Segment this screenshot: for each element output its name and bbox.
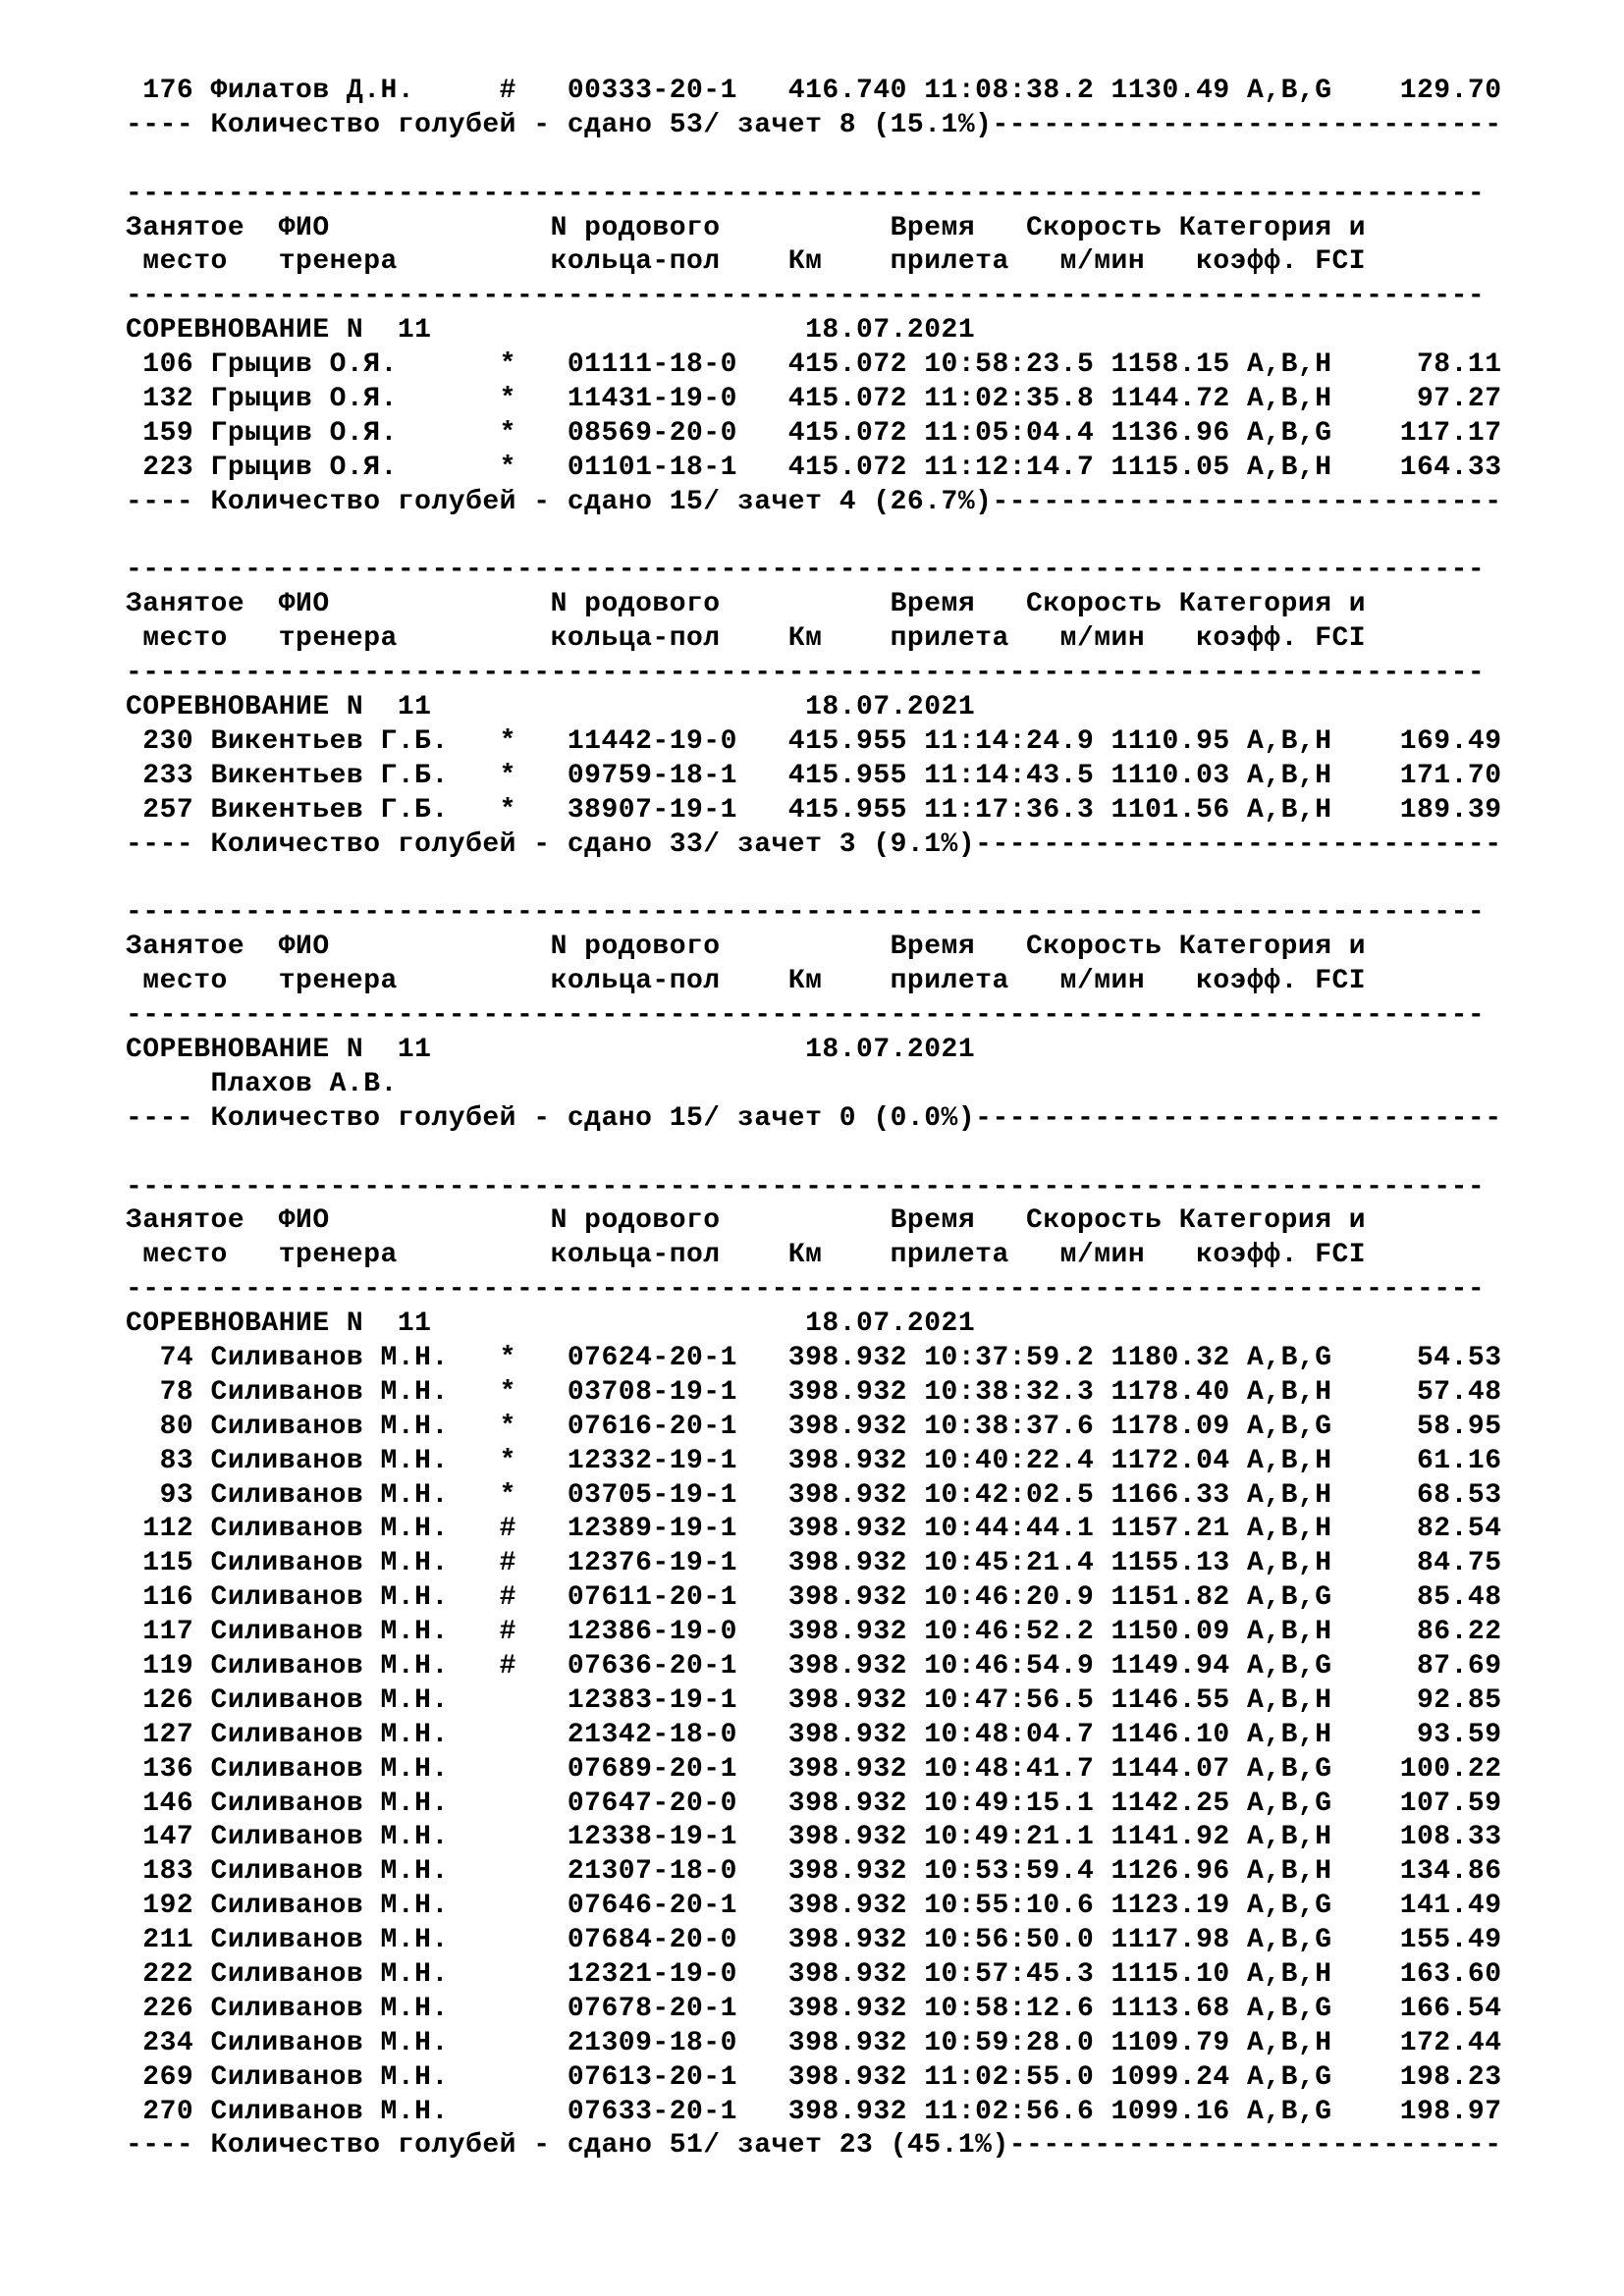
result-row: 211 Силиванов М.Н. 07684-20-0 398.932 10:56:50.0 1117.98 A,B,G 155.49 (126, 1925, 1502, 1956)
divider-line: -------------------------------------------------------------------------------- (126, 1171, 1486, 1202)
result-row: 183 Силиванов М.Н. 21307-18-0 398.932 10:53:59.4 1126.96 A,B,H 134.86 (126, 1856, 1502, 1888)
result-row: 223 Грыцив О.Я. * 01101-18-1 415.072 11:12:14.7 1115.05 A,B,H 164.33 (126, 452, 1502, 483)
divider-line: -------------------------------------------------------------------------------- (126, 897, 1486, 929)
result-row: 136 Силиванов М.Н. 07689-20-1 398.932 10:48:41.7 1144.07 A,B,G 100.22 (126, 1753, 1502, 1785)
result-row: 80 Силиванов М.Н. * 07616-20-1 398.932 10:38:37.6 1178.09 A,B,G 58.95 (126, 1411, 1502, 1442)
results-section (126, 896, 1598, 1136)
section-summary: ---- Количество голубей - сдано 15/ зачет 0 (0.0%)------------------------------- (126, 1102, 1502, 1134)
divider-line: -------------------------------------------------------------------------------- (126, 1000, 1486, 1032)
section-spacer (126, 1137, 1598, 1171)
results-section (126, 554, 1598, 862)
section-summary: ---- Количество голубей - сдано 33/ зачет 3 (9.1%)------------------------------- (126, 828, 1502, 860)
result-row: 257 Викентьев Г.Б. * 38907-19-1 415.955 11:17:36.3 1101.56 A,B,H 189.39 (126, 794, 1502, 826)
result-row: 146 Силиванов М.Н. 07647-20-0 398.932 10:49:15.1 1142.25 A,B,G 107.59 (126, 1788, 1502, 1819)
results-printout (126, 75, 1598, 2163)
column-header-line-2: место тренера кольца-пол Км прилета м/мин коэфф. FCI (126, 623, 1367, 655)
section-spacer (126, 862, 1598, 896)
result-row: 270 Силиванов М.Н. 07633-20-1 398.932 11:02:56.6 1099.16 A,B,G 198.97 (126, 2096, 1502, 2127)
result-row: 115 Силиванов М.Н. # 12376-19-1 398.932 10:45:21.4 1155.13 A,B,H 84.75 (126, 1548, 1502, 1579)
result-row: 119 Силиванов М.Н. # 07636-20-1 398.932 10:46:54.9 1149.94 A,B,G 87.69 (126, 1650, 1502, 1682)
column-header-line-2: место тренера кольца-пол Км прилета м/мин коэфф. FCI (126, 1240, 1367, 1271)
result-row: 116 Силиванов М.Н. # 07611-20-1 398.932 10:46:20.9 1151.82 A,B,G 85.48 (126, 1582, 1502, 1614)
result-row: 233 Викентьев Г.Б. * 09759-18-1 415.955 11:14:43.5 1110.03 A,B,H 171.70 (126, 760, 1502, 791)
result-row: 83 Силиванов М.Н. * 12332-19-1 398.932 10:40:22.4 1172.04 A,B,H 61.16 (126, 1445, 1502, 1476)
section-summary: ---- Количество голубей - сдано 51/ зачет 23 (45.1%)----------------------------- (126, 2130, 1502, 2162)
section-spacer (126, 143, 1598, 178)
column-header-line-1: Занятое ФИО N родового Время Скорость Категория и (126, 932, 1367, 963)
competition-title: СОРЕВНОВАНИЕ N 11 18.07.2021 (126, 692, 976, 723)
result-row: 147 Силиванов М.Н. 12338-19-1 398.932 10:49:21.1 1141.92 A,B,H 108.33 (126, 1822, 1502, 1853)
result-row: 269 Силиванов М.Н. 07613-20-1 398.932 11:02:55.0 1099.24 A,B,G 198.23 (126, 2061, 1502, 2093)
divider-line: -------------------------------------------------------------------------------- (126, 658, 1486, 689)
result-row: 176 Филатов Д.Н. # 00333-20-1 416.740 11:08:38.2 1130.49 A,B,G 129.70 (126, 76, 1502, 106)
competition-title: СОРЕВНОВАНИЕ N 11 18.07.2021 (126, 315, 976, 347)
result-row: 74 Силиванов М.Н. * 07624-20-1 398.932 10:37:59.2 1180.32 A,B,G 54.53 (126, 1342, 1502, 1373)
column-header-line-1: Занятое ФИО N родового Время Скорость Категория и (126, 212, 1367, 243)
result-row: 117 Силиванов М.Н. # 12386-19-0 398.932 10:46:52.2 1150.09 A,B,H 86.22 (126, 1617, 1502, 1648)
divider-line: -------------------------------------------------------------------------------- (126, 555, 1486, 586)
column-header-line-2: место тренера кольца-пол Км прилета м/мин коэфф. FCI (126, 966, 1367, 997)
trainer-name-row: Плахов А.В. (126, 1068, 398, 1099)
competition-title: СОРЕВНОВАНИЕ N 11 18.07.2021 (126, 1308, 976, 1340)
result-row: 192 Силиванов М.Н. 07646-20-1 398.932 10:55:10.6 1123.19 A,B,G 141.49 (126, 1891, 1502, 1922)
column-header-line-1: Занятое ФИО N родового Время Скорость Категория и (126, 589, 1367, 620)
divider-line: -------------------------------------------------------------------------------- (126, 1274, 1486, 1306)
divider-line: -------------------------------------------------------------------------------- (126, 281, 1486, 312)
result-row: 230 Викентьев Г.Б. * 11442-19-0 415.955 11:14:24.9 1110.95 A,B,H 169.49 (126, 725, 1502, 757)
result-row: 132 Грыцив О.Я. * 11431-19-0 415.072 11:02:35.8 1144.72 A,B,H 97.27 (126, 384, 1502, 415)
results-section (126, 178, 1598, 520)
section-summary: ---- Количество голубей - сдано 53/ зачет 8 (15.1%)------------------------------ (126, 109, 1502, 140)
column-header-line-1: Занятое ФИО N родового Время Скорость Категория и (126, 1205, 1367, 1237)
divider-line: -------------------------------------------------------------------------------- (126, 178, 1486, 209)
results-section (126, 1171, 1598, 2164)
section-spacer (126, 520, 1598, 555)
column-header-line-2: место тренера кольца-пол Км прилета м/мин коэфф. FCI (126, 246, 1367, 278)
result-row: 226 Силиванов М.Н. 07678-20-1 398.932 10:58:12.6 1113.68 A,B,G 166.54 (126, 1993, 1502, 2024)
result-row: 106 Грыцив О.Я. * 01111-18-0 415.072 10:58:23.5 1158.15 A,B,H 78.11 (126, 349, 1502, 381)
result-row: 112 Силиванов М.Н. # 12389-19-1 398.932 10:44:44.1 1157.21 A,B,H 82.54 (126, 1514, 1502, 1545)
competition-title: СОРЕВНОВАНИЕ N 11 18.07.2021 (126, 1034, 976, 1065)
result-row: 127 Силиванов М.Н. 21342-18-0 398.932 10:48:04.7 1146.10 A,B,H 93.59 (126, 1719, 1502, 1750)
result-row: 234 Силиванов М.Н. 21309-18-0 398.932 10:59:28.0 1109.79 A,B,H 172.44 (126, 2027, 1502, 2058)
section-summary: ---- Количество голубей - сдано 15/ зачет 4 (26.7%)------------------------------ (126, 486, 1502, 517)
result-row: 159 Грыцив О.Я. * 08569-20-0 415.072 11:05:04.4 1136.96 A,B,G 117.17 (126, 417, 1502, 449)
result-row: 126 Силиванов М.Н. 12383-19-1 398.932 10:47:56.5 1146.55 A,B,H 92.85 (126, 1684, 1502, 1716)
result-row: 222 Силиванов М.Н. 12321-19-0 398.932 10:57:45.3 1115.10 A,B,H 163.60 (126, 1958, 1502, 1990)
result-row: 93 Силиванов М.Н. * 03705-19-1 398.932 10:42:02.5 1166.33 A,B,H 68.53 (126, 1479, 1502, 1511)
result-row: 78 Силиванов М.Н. * 03708-19-1 398.932 10:38:32.3 1178.40 A,B,H 57.48 (126, 1376, 1502, 1408)
